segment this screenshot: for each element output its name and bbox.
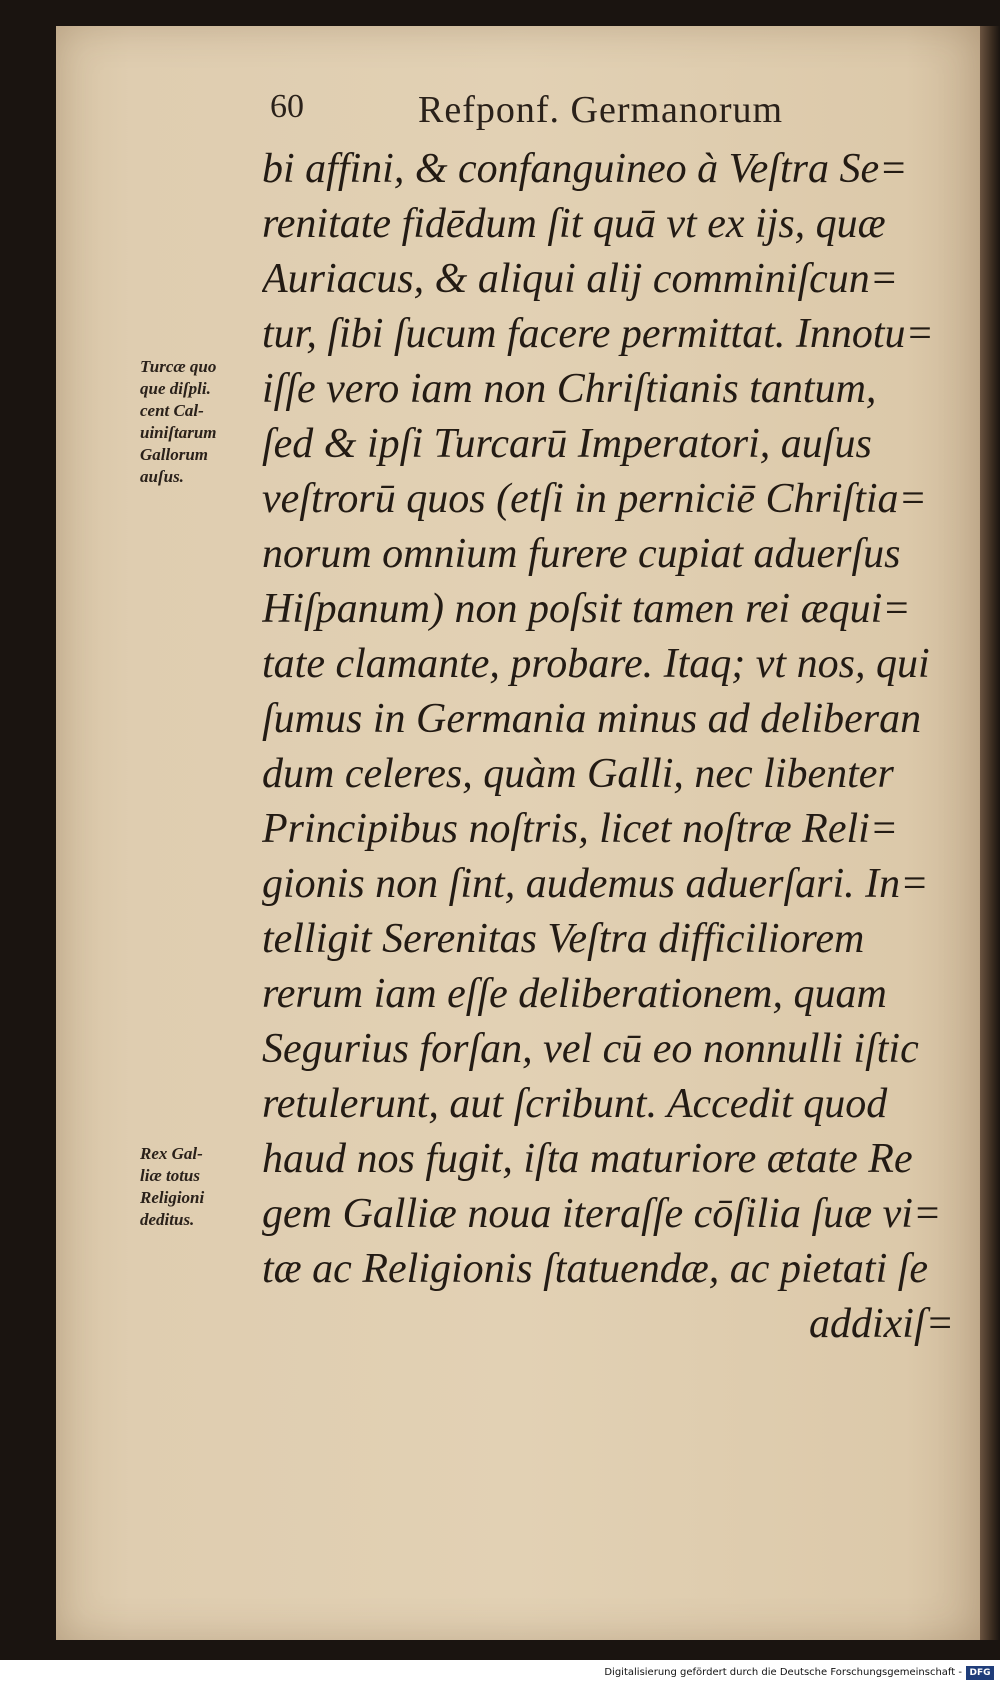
text-line: rerum iam eſſe deliberationem, quam — [262, 971, 887, 1017]
text-line: tur, ſibi ſucum facere permittat. Innotu= — [262, 311, 934, 357]
text-line: Segurius forſan, vel cū eo nonnulli iſtic — [262, 1026, 919, 1072]
running-head: Refponf. Germanorum — [418, 89, 784, 131]
marginal-note-line: que diſpli. — [140, 379, 211, 398]
text-line: gionis non ſint, audemus aduerſari. In= — [262, 861, 929, 907]
marginal-note-line: Gallorum — [140, 445, 209, 464]
text-line: haud nos fugit, iſta maturiore ætate Re — [262, 1136, 913, 1182]
text-line: tate clamante, probare. Itaq; vt nos, qui — [262, 641, 930, 687]
marginal-note-line: Turcæ quo — [140, 357, 217, 376]
book-edge — [980, 26, 1000, 1640]
text-line: telligit Serenitas Veſtra difficiliorem — [262, 916, 865, 962]
body-text — [262, 142, 962, 1352]
marginal-note-line: deditus. — [140, 1210, 195, 1229]
text-line: ſed & ipſi Turcarū Imperatori, auſus — [262, 421, 872, 467]
text-line: renitate fidēdum ſit quā vt ex ijs, quæ — [262, 201, 886, 247]
marginal-note-line: Religioni — [140, 1188, 205, 1207]
digitization-footer — [0, 1660, 1000, 1688]
text-line: ſumus in Germania minus ad deliberan — [262, 696, 922, 742]
marginal-note-line: Rex Gal- — [140, 1144, 203, 1163]
text-line: iſſe vero iam non Chriſtianis tantum, — [262, 366, 877, 412]
text-line: norum omnium furere cupiat aduerſus — [262, 531, 901, 577]
marginal-note — [140, 1143, 262, 1231]
text-line: Auriacus, & aliqui alij comminiſcun= — [262, 256, 899, 302]
text-line: retulerunt, aut ſcribunt. Accedit quod — [262, 1081, 888, 1127]
page-header — [270, 88, 910, 138]
marginal-note-line: auſus. — [140, 467, 184, 486]
text-line: gem Galliæ noua iteraſſe cōſilia ſuæ vi= — [262, 1191, 942, 1237]
dfg-logo-icon: DFG — [966, 1666, 994, 1680]
marginal-note-line: uiniſtarum — [140, 423, 217, 442]
text-line: bi affini, & confanguineo à Veſtra Se= — [262, 146, 908, 192]
funding-credit: Digitalisierung gefördert durch die Deutsche Forschungsgemeinschaft - — [604, 1667, 962, 1678]
marginal-note — [140, 356, 262, 488]
catchword-line: addixiſ= — [809, 1301, 954, 1347]
page-number: 60 — [270, 88, 304, 125]
text-line: Hiſpanum) non poſsit tamen rei æqui= — [262, 586, 911, 632]
marginal-note-line: cent Cal- — [140, 401, 204, 420]
text-line: tæ ac Religionis ſtatuendæ, ac pietati ſe — [262, 1246, 929, 1292]
text-line: veſtrorū quos (etſi in perniciē Chriſtia= — [262, 476, 927, 522]
text-line: dum celeres, quàm Galli, nec libenter — [262, 751, 894, 797]
marginal-note-line: liæ totus — [140, 1166, 200, 1185]
text-line: Principibus noſtris, licet noſtræ Reli= — [262, 806, 899, 852]
